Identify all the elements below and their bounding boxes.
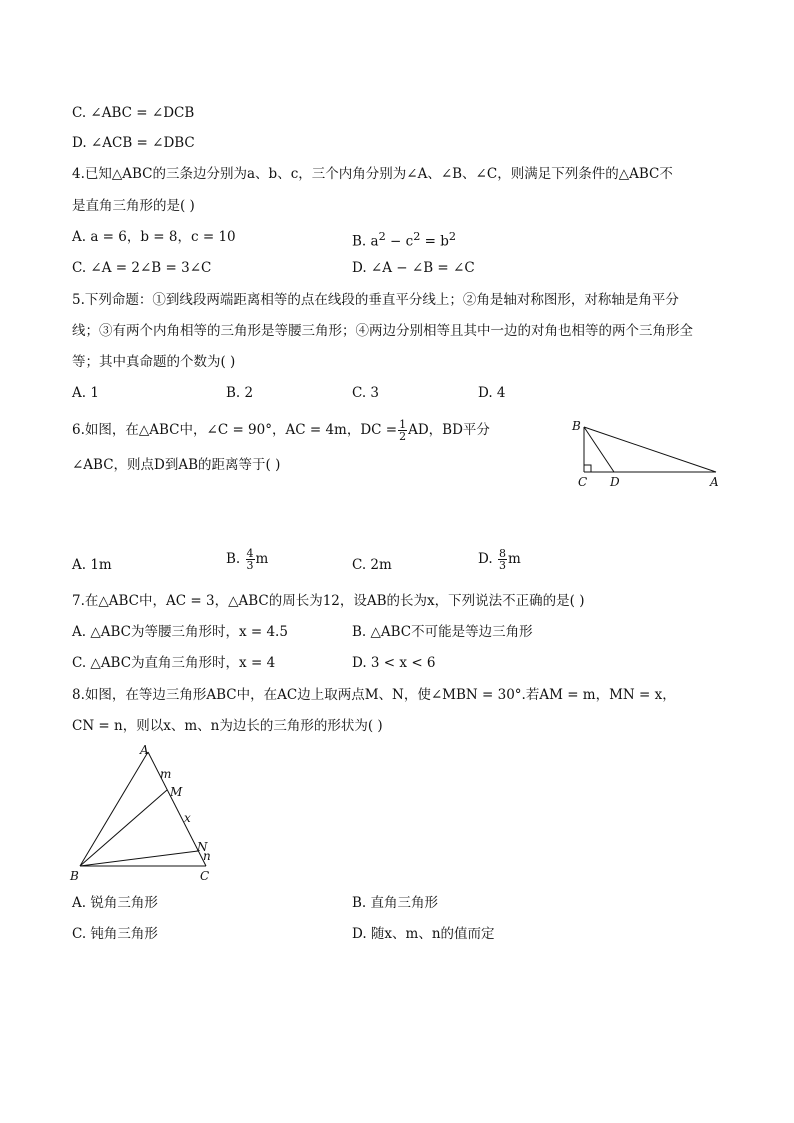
q5-stem-line1: 5.下列命题：①到线段两端距离相等的点在线段的垂直平分线上；②角是轴对称图形，对称轴是角平分 — [72, 292, 679, 308]
q6-option-d-fraction — [498, 548, 507, 571]
q6-label-d: D — [610, 475, 620, 489]
q8-label-c: C — [200, 869, 210, 883]
q4-option-b-sup3: 2 — [448, 230, 457, 243]
q6-stem-part1: 6.如图，在△ABC中，∠C = 90°，AC = 4m，DC = — [72, 422, 398, 438]
q4-option-b-c: − c — [385, 233, 414, 250]
q3-option-d: D. ∠ACB = ∠DBC — [72, 135, 195, 151]
q8-stem-line2: CN = n，则以x、m、n为边长的三角形的形状为( ) — [72, 718, 383, 734]
q6-label-a: A — [710, 475, 719, 489]
q6-stem-part2: AD，BD平分 — [408, 422, 490, 438]
q8-label-b: B — [70, 869, 79, 883]
q6-option-b-num: 4 — [246, 547, 254, 560]
q6-frac-den: 2 — [399, 430, 407, 443]
q3-option-c: C. ∠ABC = ∠DCB — [72, 105, 195, 121]
q5-stem-line2: 线；③有两个内角相等的三角形是等腰三角形；④两边分别相等且其中一边的对角也相等的两个三角形全 — [72, 323, 693, 339]
q8-label-n: N — [197, 840, 208, 854]
q7-option-c: C. △ABC为直角三角形时，x = 4 — [72, 655, 276, 671]
q6-option-b-fraction — [246, 548, 255, 571]
q5-option-c: C. 3 — [352, 385, 380, 401]
q6-option-b-den: 3 — [246, 559, 254, 572]
q6-option-d-num: 8 — [498, 547, 506, 560]
q8-label-m: M — [170, 785, 183, 799]
q6-label-b: B — [572, 419, 581, 433]
q6-option-c: C. 2m — [352, 557, 392, 573]
q8-side-ab — [80, 752, 148, 866]
q6-option-d-label: D. — [478, 551, 493, 567]
q4-option-b-sup1: 2 — [378, 230, 386, 243]
q4-option-b-b: = b — [420, 233, 449, 250]
q6-frac-num: 1 — [399, 418, 407, 431]
q6-option-d — [478, 548, 521, 571]
q7-option-d: D. 3 < x < 6 — [352, 655, 436, 671]
q5-option-a: A. 1 — [72, 385, 99, 401]
q6-stem-line2: ∠ABC，则点D到AB的距离等于( ) — [72, 457, 281, 473]
q6-option-b — [226, 548, 268, 571]
q6-stem-line1 — [72, 419, 490, 442]
q6-option-d-unit: m — [507, 551, 521, 567]
q6-triangle-figure — [566, 416, 726, 496]
q7-option-a: A. △ABC为等腰三角形时，x = 4.5 — [72, 624, 288, 640]
q5-stem-line3: 等；其中真命题的个数为( ) — [72, 354, 236, 370]
q6-option-b-label: B. — [226, 551, 241, 567]
q4-stem-line2: 是直角三角形的是( ) — [72, 198, 195, 214]
q5-option-b: B. 2 — [226, 385, 254, 401]
q8-option-a: A. 锐角三角形 — [72, 895, 158, 911]
q6-right-angle-mark — [584, 465, 591, 472]
q8-label-n-lower: n — [203, 849, 211, 863]
q8-stem-line1: 8.如图，在等边三角形ABC中，在AC边上取两点M、N，使∠MBN = 30°.若AM = m，MN = x， — [72, 687, 676, 703]
q4-option-b-a: B. a — [352, 233, 379, 250]
q8-label-a: A — [140, 743, 149, 757]
q8-label-m-lower: m — [160, 767, 172, 781]
q4-option-b — [352, 227, 456, 252]
q7-option-b: B. △ABC不可能是等边三角形 — [352, 624, 533, 640]
q8-label-x: x — [184, 811, 191, 825]
q4-option-d: D. ∠A − ∠B = ∠C — [352, 260, 475, 276]
q5-option-d: D. 4 — [478, 385, 506, 401]
q6-option-d-den: 3 — [498, 559, 506, 572]
q4-option-c: C. ∠A = 2∠B = 3∠C — [72, 260, 212, 276]
q8-option-b: B. 直角三角形 — [352, 895, 439, 911]
q8-triangle-figure — [66, 742, 226, 884]
q6-option-a: A. 1m — [72, 557, 112, 573]
q7-stem: 7.在△ABC中，AC = 3，△ABC的周长为12，设AB的长为x，下列说法不正确的是( ) — [72, 593, 585, 609]
q8-segment-bm — [80, 790, 167, 866]
q4-option-b-sup2: 2 — [413, 230, 421, 243]
q6-label-c: C — [578, 475, 588, 489]
q4-stem-line1: 4.已知△ABC的三条边分别为a、b、c，三个内角分别为∠A、∠B、∠C，则满足下列条件的△ABC不 — [72, 166, 673, 182]
q8-option-d: D. 随x、m、n的值而定 — [352, 926, 495, 942]
q8-segment-bn — [80, 851, 198, 866]
q6-fraction — [398, 419, 407, 442]
q4-option-a: A. a = 6，b = 8，c = 10 — [72, 229, 236, 245]
q6-option-b-unit: m — [255, 551, 269, 567]
q6-side-ab — [584, 427, 716, 472]
q8-option-c: C. 钝角三角形 — [72, 926, 158, 942]
